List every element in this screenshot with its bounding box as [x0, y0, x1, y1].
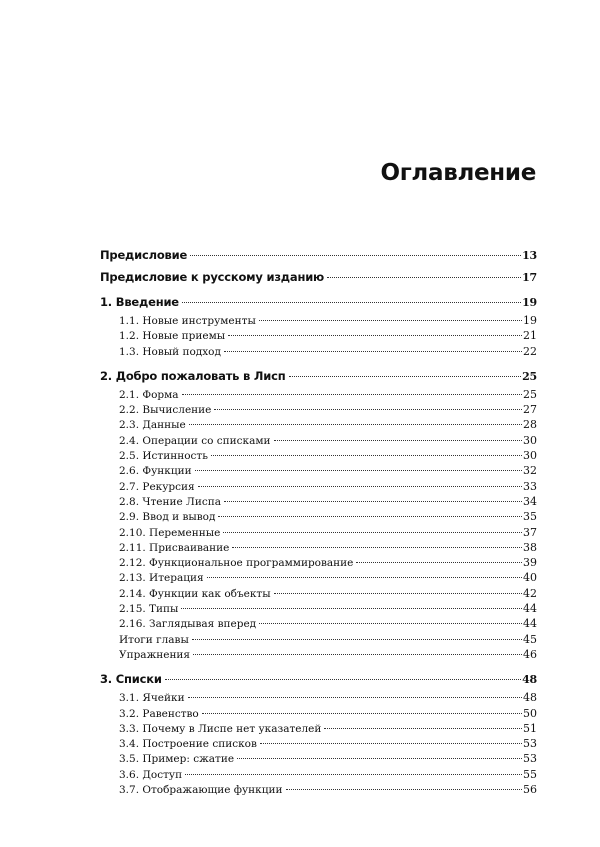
- toc-section-entry[interactable]: [100, 782, 537, 797]
- page-number: 32: [523, 464, 537, 478]
- dot-leader: [232, 547, 522, 548]
- toc-section-entry[interactable]: [100, 448, 537, 463]
- toc-section-entry[interactable]: [100, 417, 537, 432]
- dot-leader: [218, 516, 522, 517]
- page-number: 50: [523, 706, 537, 720]
- toc-section-entry[interactable]: [100, 736, 537, 751]
- toc-section-entry[interactable]: [100, 706, 537, 721]
- page-number: 30: [523, 449, 537, 463]
- dot-leader: [224, 351, 522, 352]
- toc-section-entry[interactable]: [100, 632, 537, 647]
- page-number: 55: [523, 767, 537, 781]
- toc-section-entry[interactable]: [100, 601, 537, 616]
- dot-leader: [214, 409, 522, 410]
- entry-title: 2.3. Данные: [119, 419, 186, 432]
- page-number: 46: [523, 647, 537, 661]
- dot-leader: [260, 743, 522, 744]
- entry-title: 2.1. Форма: [119, 388, 179, 401]
- toc-section-entry[interactable]: [100, 647, 537, 662]
- toc-section-list: [100, 687, 537, 797]
- dot-leader: [289, 376, 522, 377]
- page-number: 13: [522, 249, 537, 262]
- page-number: 17: [522, 271, 537, 284]
- entry-title: 2.14. Функции как объекты: [119, 587, 271, 600]
- entry-title: 2.13. Итерация: [119, 572, 204, 585]
- entry-title: 3.7. Отображающие функции: [119, 784, 283, 797]
- page-number: 40: [523, 571, 537, 585]
- page-number: 48: [522, 673, 537, 687]
- dot-leader: [286, 789, 523, 790]
- page-number: 44: [523, 602, 537, 616]
- dot-leader: [198, 486, 522, 487]
- entry-title: 1.1. Новые инструменты: [119, 315, 256, 327]
- toc-section-entry[interactable]: [100, 313, 537, 328]
- entry-title: 2. Добро пожаловать в Лисп: [100, 368, 286, 383]
- entry-title: Предисловие: [100, 248, 188, 262]
- page-number: 34: [523, 494, 537, 508]
- entry-title: 2.7. Рекурсия: [119, 480, 195, 493]
- entry-title: Предисловие к русскому изданию: [100, 270, 325, 284]
- dot-leader: [202, 713, 522, 714]
- dot-leader: [165, 679, 521, 680]
- page-number: 56: [523, 783, 537, 797]
- dot-leader: [193, 654, 522, 655]
- page-number: 53: [523, 752, 537, 766]
- page-number: 28: [523, 418, 537, 432]
- toc-section-entry[interactable]: [100, 586, 537, 601]
- page-number: 44: [523, 617, 537, 631]
- page-number: 39: [523, 556, 537, 570]
- page-number: 30: [523, 433, 537, 447]
- page-number: 53: [523, 737, 537, 751]
- page-number: 25: [522, 369, 537, 383]
- entry-title: Упражнения: [119, 648, 191, 661]
- dot-leader: [259, 320, 522, 321]
- toc-section-entry[interactable]: [100, 328, 537, 343]
- dot-leader: [181, 608, 522, 609]
- entry-title: 1.2. Новые приемы: [119, 330, 226, 343]
- entry-title: 2.2. Вычисление: [119, 404, 212, 417]
- page-number: 27: [523, 403, 537, 417]
- dot-leader: [223, 532, 522, 533]
- entry-title: 2.5. Истинность: [119, 450, 208, 463]
- toc-section-entry[interactable]: [100, 525, 537, 540]
- toc-chapter-entry[interactable]: [100, 368, 537, 384]
- entry-title: 2.6. Функции: [119, 465, 192, 478]
- dot-leader: [189, 424, 522, 425]
- entry-title: 3. Списки: [100, 672, 162, 687]
- dot-leader: [274, 440, 522, 441]
- entry-title: 3.5. Пример: сжатие: [119, 753, 235, 766]
- page-number: 33: [523, 479, 537, 493]
- page-number: 48: [523, 691, 537, 705]
- page-number: 42: [523, 586, 537, 600]
- toc-chapter-entry[interactable]: [100, 247, 537, 263]
- entry-title: 2.4. Операции со списками: [119, 434, 271, 447]
- entry-title: 1. Введение: [100, 295, 179, 309]
- dot-leader: [274, 593, 522, 594]
- page-number: 35: [523, 510, 537, 524]
- dot-leader: [327, 277, 521, 278]
- toc-section-list: [100, 310, 537, 359]
- toc-section-list: [100, 384, 537, 662]
- dot-leader: [182, 302, 521, 303]
- toc-section-entry[interactable]: [100, 555, 537, 570]
- dot-leader: [207, 577, 522, 578]
- dot-leader: [259, 623, 522, 624]
- page-number: 19: [522, 296, 537, 309]
- toc-section-entry[interactable]: [100, 540, 537, 555]
- toc-section-entry[interactable]: [100, 479, 537, 494]
- toc-section-entry[interactable]: [100, 463, 537, 478]
- toc-chapter-entry[interactable]: [100, 294, 537, 310]
- toc-section-entry[interactable]: [100, 387, 537, 402]
- page-number: 21: [523, 329, 537, 343]
- dot-leader: [182, 394, 522, 395]
- dot-leader: [188, 697, 522, 698]
- dot-leader: [224, 501, 522, 502]
- page-number: 38: [523, 540, 537, 554]
- toc-section-entry[interactable]: [100, 616, 537, 631]
- dot-leader: [356, 562, 522, 563]
- toc-chapter-entry[interactable]: [100, 269, 537, 285]
- page-number: 25: [523, 387, 537, 401]
- toc-section-entry[interactable]: [100, 751, 537, 766]
- dot-leader: [195, 470, 522, 471]
- toc-section-entry[interactable]: [100, 494, 537, 509]
- dot-leader: [324, 728, 522, 729]
- entry-title: 3.3. Почему в Лиспе нет указателей: [119, 722, 322, 735]
- toc-chapter-entry[interactable]: [100, 671, 537, 687]
- dot-leader: [185, 774, 522, 775]
- entry-title: 2.11. Присваивание: [119, 541, 230, 554]
- toc-section-entry[interactable]: [100, 721, 537, 736]
- toc-section-entry[interactable]: [100, 402, 537, 417]
- page-number: 22: [523, 344, 537, 358]
- entry-title: Итоги главы: [119, 633, 189, 646]
- dot-leader: [211, 455, 522, 456]
- page-title: Оглавление: [380, 160, 536, 186]
- toc-section-entry[interactable]: [100, 767, 537, 782]
- dot-leader: [192, 639, 522, 640]
- entry-title: 2.8. Чтение Лиспа: [119, 495, 221, 508]
- toc-section-entry[interactable]: [100, 344, 537, 359]
- toc-section-entry[interactable]: [100, 509, 537, 524]
- entry-title: 3.1. Ячейки: [119, 692, 185, 705]
- dot-leader: [228, 335, 522, 336]
- page-number: 45: [523, 632, 537, 646]
- entry-title: 3.6. Доступ: [119, 768, 183, 781]
- entry-title: 1.3. Новый подход: [119, 345, 221, 358]
- entry-title: 2.12. Функциональное программирование: [119, 557, 354, 570]
- entry-title: 2.10. Переменные: [119, 526, 221, 539]
- entry-title: 2.9. Ввод и вывод: [119, 511, 216, 524]
- entry-title: 3.2. Равенство: [119, 707, 199, 720]
- page-number: 37: [523, 525, 537, 539]
- page-number: 51: [523, 721, 537, 735]
- dot-leader: [190, 255, 521, 256]
- dot-leader: [237, 758, 522, 759]
- toc-section-entry[interactable]: [100, 690, 537, 705]
- entry-title: 2.16. Заглядывая вперед: [119, 618, 257, 631]
- toc-section-entry[interactable]: [100, 570, 537, 585]
- table-of-contents: [100, 247, 537, 797]
- entry-title: 2.15. Типы: [119, 603, 179, 616]
- entry-title: 3.4. Построение списков: [119, 738, 257, 751]
- toc-section-entry[interactable]: [100, 433, 537, 448]
- page-number: 19: [523, 314, 537, 327]
